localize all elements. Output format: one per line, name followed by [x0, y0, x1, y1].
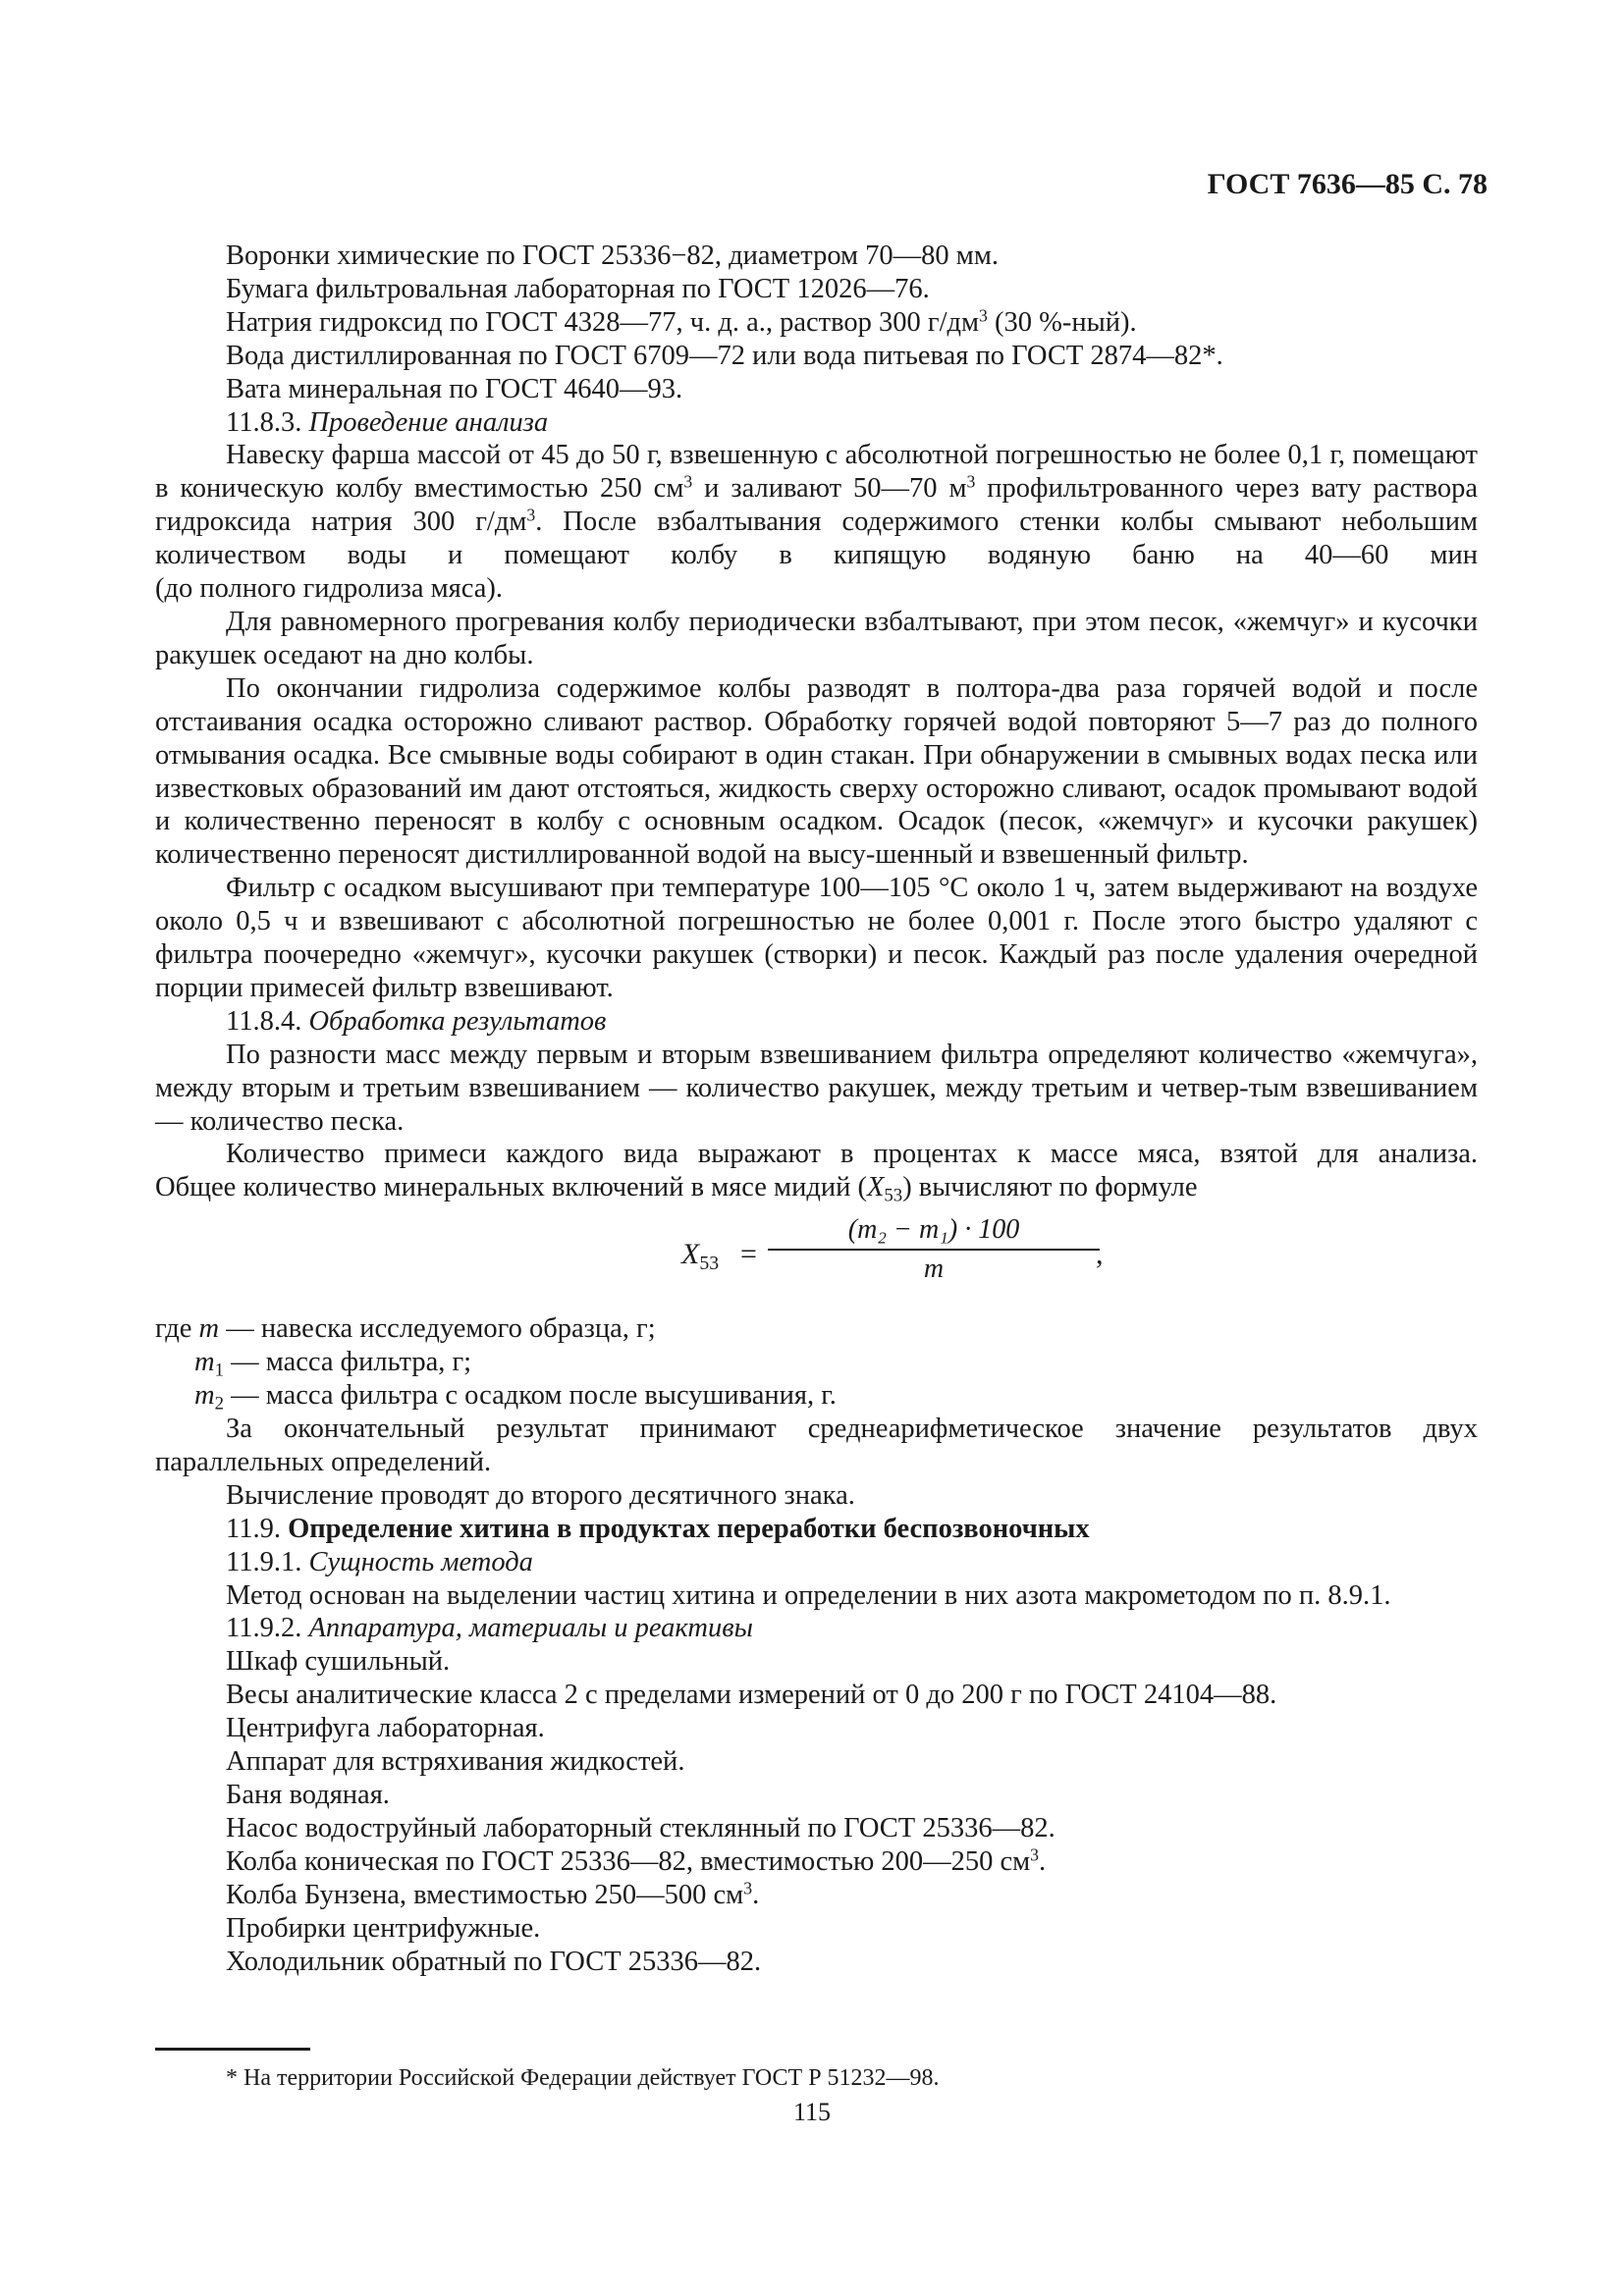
text-run: Натрия гидроксид по ГОСТ 4328—77, ч. д. а., раствор 300 г/дм: [226, 306, 980, 338]
text-run: Метод основан на выделении частиц хитина и определении в них азота макрометодом по п. 8.9.1.: [226, 1579, 1391, 1611]
text-run: Сущность метода: [308, 1546, 533, 1577]
paragraph: [155, 273, 1478, 306]
text-run: По окончании гидролиза содержимое колбы разводят в полтора-два раза горячей водой и после отстаивания осадка осторожно сливают раствор. Обработку горячей водой повторяют 5—7 раз до полного отмывания осадка. Все смывные воды собирают в один стакан. При обнаружении в смывных водах песка или известковых образований им дают отстояться, жидкость сверху осторожно сливают, осадок промывают водой и количественно переносят в колбу с основным осадком. Осадок (песок, «жемчуг» и кусочки ракушек) количественно переносят дистиллированной водой на высу-шенный и взвешенный фильтр.: [155, 672, 1478, 871]
paragraph: [155, 1413, 1478, 1479]
text-run: По разности масс между первым и вторым взвешиванием фильтра определяют количество «жемчуга», между вторым и третьим взвешиванием — количество ракушек, между третьим и четвер-тым взвешиванием — количество песка.: [155, 1039, 1478, 1137]
paragraph: [155, 872, 1478, 1005]
text-run: (30 %-ный).: [987, 306, 1137, 338]
text-run: 11.8.4.: [226, 1005, 309, 1037]
paragraph: [155, 1912, 1478, 1946]
page-number: 115: [792, 2098, 832, 2126]
footnote: * На территории Российской Федерации действует ГОСТ Р 51232—98.: [226, 2065, 940, 2091]
text-run: Обработка результатов: [308, 1005, 607, 1037]
variable-definitions: [155, 1312, 1478, 1413]
paragraph: [155, 1812, 1478, 1845]
paragraph: [155, 1579, 1478, 1613]
paragraph: [155, 1779, 1478, 1812]
text-run: 11.9.: [226, 1513, 289, 1544]
variable-definition: [155, 1379, 1478, 1413]
definition-text: — масса фильтра, г;: [224, 1347, 472, 1378]
definition-variable: m: [194, 1347, 215, 1378]
text-run: X: [866, 1172, 885, 1203]
text-run: Воронки химические по ГОСТ 25336−82, диаметром 70—80 мм.: [226, 240, 1000, 271]
definition-subscript: 1: [214, 1360, 224, 1381]
text-run: Колба коническая по ГОСТ 25336—82, вместимостью 200—250 см: [226, 1845, 1031, 1877]
text-run: .: [1039, 1845, 1047, 1877]
text-section-1: [155, 240, 1478, 1207]
paragraph: [155, 1946, 1478, 1979]
formula-numerator: (m₂ − m₁) · 100: [847, 1214, 1020, 1246]
text-run: . После взбалтывания содержимого стенки колбы смывают небольшим количеством воды и помещают колбу в кипящую водяную баню на 40—60 мин: [155, 507, 1478, 571]
text-run: Баня водяная.: [226, 1779, 390, 1810]
paragraph: [155, 1645, 1478, 1679]
text-run: Колба Бунзена, вместимостью 250—500 см: [226, 1879, 744, 1910]
superscript: 3: [966, 471, 976, 492]
paragraph: [155, 1679, 1478, 1712]
text-run: За окончательный результат принимают среднеарифметическое значение результатов двух параллельных определений.: [155, 1414, 1478, 1477]
paragraph: [155, 340, 1478, 373]
text-run: Для равномерного прогревания колбу периодически взбалтывают, при этом песок, «жемчуг» и кусочки ракушек оседают на дно колбы.: [155, 606, 1478, 670]
text-run: Аппарат для встряхивания жидкостей.: [226, 1746, 685, 1778]
formula: [155, 1212, 1478, 1310]
variable-definition: [155, 1312, 1478, 1346]
paragraph: [155, 1612, 1478, 1645]
text-run: Центрифуга лабораторная.: [226, 1713, 545, 1744]
paragraph: [155, 1138, 1478, 1171]
definition-text: — масса фильтра с осадком после высушивания, г.: [224, 1380, 837, 1412]
paragraph: [155, 1745, 1478, 1779]
paragraph: [155, 1479, 1478, 1513]
formula-fraction: [762, 1214, 1106, 1285]
paragraph: [155, 1712, 1478, 1745]
definition-variable: m: [198, 1313, 220, 1345]
text-run: Фильтр с осадком высушивают при температуре 100—105 °С около 1 ч, затем выдерживают на воздухе около 0,5 ч и взвешивают с абсолютной погрешностью не более 0,001 г. После этого быстро удаляют с фильтра поочередно «жемчуг», кусочки ракушек (створки) и песок. Каждый раз после удаления очередной порции примесей фильтр взвешивают.: [155, 873, 1478, 1003]
text-run: Аппаратура, материалы и реактивы: [308, 1613, 753, 1644]
subscript: 53: [884, 1186, 903, 1207]
text-run: 11.8.3.: [226, 406, 309, 438]
text-run: Проведение анализа: [308, 406, 549, 438]
text-run: Вата минеральная по ГОСТ 4640—93.: [226, 373, 683, 404]
paragraph: [155, 606, 1478, 672]
paragraph: [155, 240, 1478, 273]
definition-text: — навеска исследуемого образца, г;: [219, 1313, 656, 1345]
superscript: 3: [526, 505, 536, 525]
formula-trailing-comma: ,: [1096, 1238, 1104, 1271]
formula-sub: 53: [699, 1253, 720, 1275]
paragraph: [155, 1546, 1478, 1579]
paragraph: [155, 1513, 1478, 1546]
paragraph: [155, 672, 1478, 872]
text-run: ) вычисляют по формуле: [902, 1172, 1198, 1203]
paragraph: [155, 1039, 1478, 1139]
definition-prefix: где: [155, 1313, 199, 1345]
text-run: Вода дистиллированная по ГОСТ 6709—72 или вода питьевая по ГОСТ 2874—82*.: [226, 340, 1223, 371]
formula-fraction-bar: [768, 1249, 1100, 1251]
text-run: Весы аналитические класса 2 с пределами измерений от 0 до 200 г по ГОСТ 24104—88.: [226, 1680, 1277, 1711]
text-section-2: [155, 1413, 1478, 1978]
text-run: Общее количество минеральных включений в мясе мидий (: [155, 1172, 867, 1203]
text-run: Определение хитина в продуктах переработки беспозвоночных: [288, 1513, 1090, 1544]
text-run: Бумага фильтровальная лабораторная по ГОСТ 12026—76.: [226, 273, 930, 304]
text-run: 11.9.2.: [226, 1613, 309, 1644]
text-run: Шкаф сушильный.: [226, 1646, 451, 1678]
superscript: 3: [1030, 1844, 1039, 1865]
text-run: 11.9.1.: [226, 1546, 309, 1577]
formula-var: X: [681, 1238, 700, 1271]
paragraph: [155, 406, 1478, 440]
paragraph: [155, 572, 1478, 606]
document-body: [155, 240, 1478, 1978]
page-header: ГОСТ 7636—85 С. 78: [1207, 168, 1488, 200]
text-run: профильтрованного через вату раствора гидроксида натрия 300 г/дм: [155, 473, 1478, 538]
paragraph: [155, 1171, 1478, 1207]
paragraph: [155, 1845, 1478, 1879]
text-run: .: [752, 1879, 760, 1910]
text-run: Насос водоструйный лабораторный стеклянный по ГОСТ 25336—82.: [226, 1812, 1056, 1843]
definition-subscript: 2: [214, 1393, 224, 1415]
paragraph: [155, 306, 1478, 340]
paragraph: [155, 373, 1478, 406]
text-run: (до полного гидролиза мяса).: [155, 573, 504, 605]
definition-variable: m: [194, 1380, 215, 1412]
text-run: Количество примеси каждого вида выражают в процентах к массе мяса, взятой для анализа.: [226, 1139, 1478, 1170]
paragraph: [155, 1879, 1478, 1912]
paragraph: [155, 1005, 1478, 1039]
formula-equals: =: [740, 1238, 757, 1271]
superscript: 3: [683, 471, 693, 492]
text-run: Холодильник обратный по ГОСТ 25336—82.: [226, 1946, 762, 1977]
paragraph: [155, 439, 1478, 572]
variable-definition: [155, 1346, 1478, 1379]
text-run: Вычисление проводят до второго десятичного знака.: [226, 1479, 855, 1511]
text-run: Пробирки центрифужные.: [226, 1912, 541, 1944]
superscript: 3: [979, 305, 988, 326]
footnote-rule: [155, 2048, 310, 2051]
text-run: Навеску фарша массой от 45 до 50 г, взвешенную с абсолютной погрешностью не более 0,1 г, помещают в коническую колбу вместимостью 250 см: [155, 440, 1478, 505]
formula-denominator: m: [923, 1254, 945, 1285]
formula-lhs: [681, 1238, 720, 1275]
text-run: и заливают 50—70 м: [692, 473, 967, 505]
superscript: 3: [743, 1877, 753, 1897]
